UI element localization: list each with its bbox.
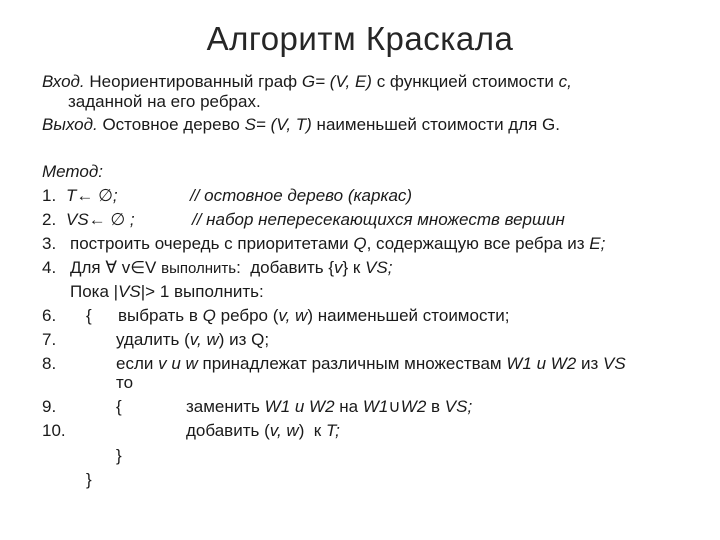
line-8-number: 8. [42, 354, 57, 373]
line-1-code: T← ∅; [66, 186, 118, 205]
line-2-comment: // набор непересекающихся множеств вершин [192, 210, 565, 229]
line-1-comment: // остовное дерево (каркас) [190, 186, 413, 205]
line-3-text: построить очередь с приоритетами Q, содержащую все ребра из E; [70, 234, 606, 253]
line-10-number: 10. [42, 421, 66, 440]
line-10-text: добавить (v, w) к T; [186, 421, 340, 440]
line-6-number: 6. [42, 306, 57, 325]
line-4-text: Для ∀ v∈V выполнить: добавить {v} к VS; [70, 258, 393, 277]
outer-close-brace: } [86, 470, 92, 489]
line-7-text: удалить (v, w) из Q; [116, 330, 270, 349]
line-9-brace: { [116, 397, 122, 416]
page-title: Алгоритм Краскала [206, 20, 514, 57]
line-8-text: если v и w принадлежат различным множествам W1 и W2 из VS [116, 354, 626, 373]
line-5-text: Пока |VS|> 1 выполнить: [70, 282, 264, 301]
method-label: Метод: [42, 162, 103, 181]
line-7-number: 7. [42, 330, 57, 349]
inner-close-brace: } [116, 446, 122, 465]
line-6-brace: { [86, 306, 92, 325]
line-6-text: выбрать в Q ребро (v, w) наименьшей стоимости; [118, 306, 510, 325]
line-2-number: 2. [42, 210, 57, 229]
line-4-number: 4. [42, 258, 57, 277]
line-8-then: то [116, 373, 134, 392]
input-line: Вход. Неориентированный граф G= (V, E) с функцией стоимости c, [42, 72, 572, 91]
line-1-number: 1. [42, 186, 57, 205]
output-line: Выход. Остовное дерево S= (V, T) наименьшей стоимости для G. [42, 115, 560, 134]
line-9-number: 9. [42, 397, 57, 416]
line-2-code: VS← ∅ ; [66, 210, 135, 229]
line-3-number: 3. [42, 234, 57, 253]
line-9-text: заменить W1 и W2 на W1∪W2 в VS; [186, 397, 473, 416]
input-continuation: заданной на его ребрах. [68, 92, 261, 111]
